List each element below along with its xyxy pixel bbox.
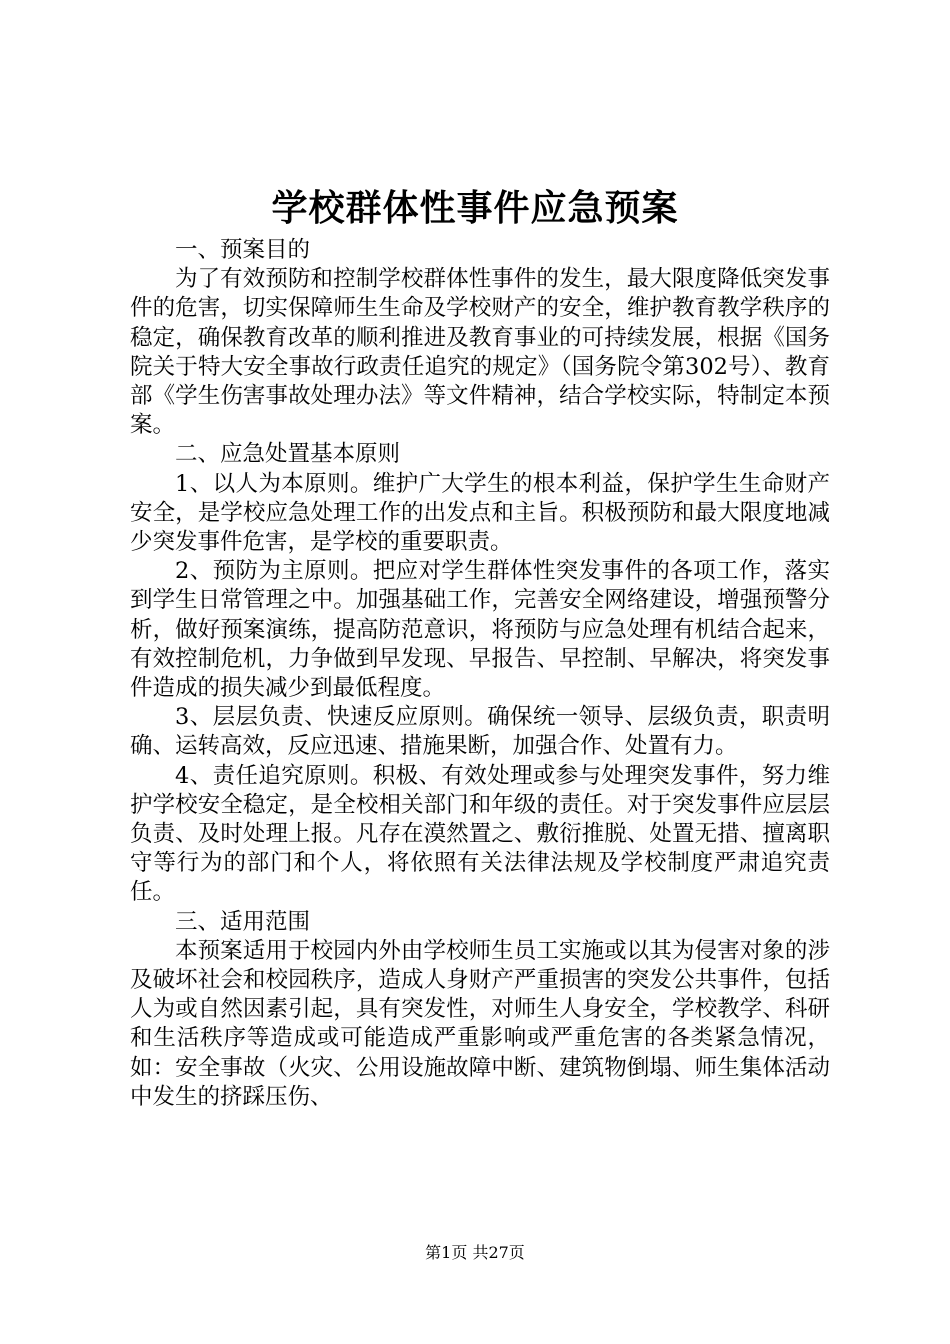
section-heading-purpose: 一、预案目的 bbox=[175, 237, 311, 263]
paragraph-scope: 本预案适用于校园内外由学校师生员工实施或以其为侵害对象的涉及破坏社会和校园秩序，造成人身财产严重损害的突发公共事件，包括人为或自然因素引起，具有突发性，对师生人身安全，学校教学、科研和生活秩序等造成或可能造成严重影响或严重危害的各类紧急情况，如：安全事故（火灾、公用设施故障中断、建筑物倒塌、师生集体活动中发生的挤踩压伤、 bbox=[130, 937, 830, 1110]
section-heading-principles: 二、应急处置基本原则 bbox=[175, 441, 401, 468]
paragraph-principle-3: 3、层层负责、快速反应原则。确保统一领导、层级负责，职责明确、运转高效，反应迅速、措施果断，加强合作、处置有力。 bbox=[130, 704, 830, 760]
document-body bbox=[130, 236, 830, 1112]
paragraph-principle-2: 2、预防为主原则。把应对学生群体性突发事件的各项工作，落实到学生日常管理之中。加强基础工作，完善安全网络建设，增强预警分析，做好预案演练，提高防范意识，将预防与应急处理有机结合起来，有效控制危机，力争做到早发现、早报告、早控制、早解决，将突发事件造成的损失减少到最低程度。 bbox=[130, 558, 830, 702]
section-heading-scope: 三、适用范围 bbox=[175, 908, 311, 935]
paragraph-principle-4: 4、责任追究原则。积极、有效处理或参与处理突发事件，努力维护学校安全稳定，是全校相关部门和年级的责任。对于突发事件应层层负责、及时处理上报。凡存在漠然置之、敷衍推脱、处置无措、擅离职守等行为的部门和个人，将依照有关法律法规及学校制度严肃追究责任。 bbox=[130, 762, 830, 906]
paragraph-principle-1: 1、以人为本原则。维护广大学生的根本利益，保护学生生命财产安全，是学校应急处理工作的出发点和主旨。积极预防和最大限度地减少突发事件危害，是学校的重要职责。 bbox=[130, 470, 830, 556]
document-title: 学校群体性事件应急预案 bbox=[271, 187, 679, 229]
page-footer: 第1页 共27页 bbox=[425, 1243, 525, 1262]
paragraph-purpose: 为了有效预防和控制学校群体性事件的发生，最大限度降低突发事件的危害，切实保障师生生命及学校财产的安全，维护教育教学秩序的稳定，确保教育改革的顺利推进及教育事业的可持续发展，根据《国务院关于特大安全事故行政责任追究的规定》（国务院令第302号）、教育部《学生伤害事故处理办法》等文件精神，结合学校实际，特制定本预案。 bbox=[130, 266, 830, 439]
